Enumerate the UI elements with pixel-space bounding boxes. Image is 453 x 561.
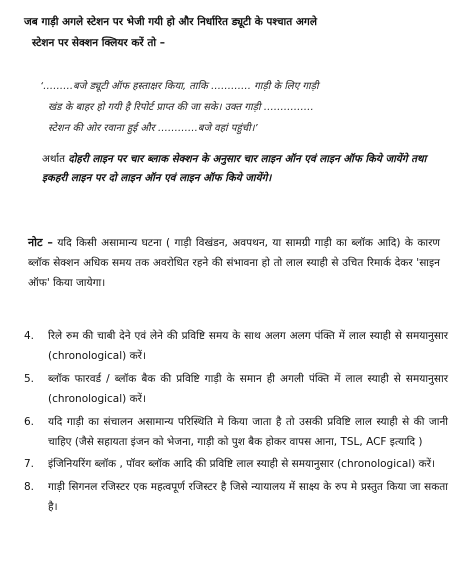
list-item-text: ब्लॉक फारवर्ड / ब्लॉक बैक की प्रविष्टि गाड़ी के समान ही अगली पंक्ति में लाल स्याही से समयानुसार (chronological) करें। (48, 372, 448, 406)
arth-prefix: अर्थात (42, 153, 65, 165)
list-item-text: यदि गाड़ी का संचालन असामान्य परिस्थिति मे किया जाता है तो उसकी प्रविष्टि लाल स्याही से की जानी चाहिए (जैसे सहायता इंजन को भेजना, गाड़ी को पुश बैक होकर वापस आना, TSL, ACF इत्यादि ) (48, 415, 448, 449)
list-item (24, 454, 448, 474)
list-item-number: 5. (24, 372, 35, 385)
numbered-list (24, 326, 448, 520)
list-item (24, 326, 448, 367)
list-item-text: गाड़ी सिगनल रजिस्टर एक महत्वपूर्ण रजिस्टर है जिसे न्यायालय में साक्ष्य के रुप मे प्रस्तुत किया जा सकता है। (48, 480, 448, 514)
intro-heading (24, 12, 444, 54)
list-item-number: 8. (24, 480, 35, 493)
note-text: यदि किसी असामान्य घटना ( गाड़ी विखंडन, अवपथन, या सामग्री गाड़ी का ब्लॉक आदि) के कारण ब्लॉक सेक्शन अधिक समय तक अवरोधित रहने की संभावना हो तो लाल स्याही से उचित रिमार्क देकर 'साइन ऑफ' किया जायेगा। (28, 237, 440, 289)
intro-line-2: स्टेशन पर सेक्शन क्लियर करें तो – (32, 37, 165, 49)
list-item-number: 7. (24, 458, 35, 471)
list-item (24, 412, 448, 453)
note-paragraph (28, 233, 440, 293)
list-item-number: 4. (24, 330, 35, 342)
quote-line-2: खंड के बाहर हो गयी है रिपोर्ट प्राप्त की जा सके। उक्त गाड़ी …………… (48, 102, 314, 113)
list-item-text: रिले रुम की चाबी देने एवं लेने की प्रविष्टि समय के साथ अलग अलग पंक्ति में लाल स्याही से समयानुसार (chronological) करें। (48, 330, 448, 363)
note-label: नोट – (28, 236, 53, 249)
list-item (24, 369, 448, 410)
list-item-number: 6. (24, 415, 35, 428)
list-item-text: इंजिनियरिंग ब्लॉक , पॉवर ब्लॉक आदि की प्रविष्टि लाल स्याही से समयानुसार (chronological) करें। (48, 458, 436, 471)
arth-text: दोहरी लाइन पर चार ब्लाक सेक्शन के अनुसार चार लाइन ऑन एवं लाइन ऑफ किये जायेंगे तथा इकहरी लाइन पर दो लाइन ऑन एवं लाइन ऑफ किये जायेंगे। (42, 153, 427, 184)
intro-line-1: जब गाड़ी अगले स्टेशन पर भेजी गयी हो और निर्धारित ड्यूटी के पश्चात अगले (24, 16, 317, 28)
arth-paragraph (42, 150, 438, 188)
quoted-entry-format (40, 76, 435, 139)
quote-line-3: स्टेशन की ओर रवाना हुई और …………बजे वहां पहुंची।’ (48, 123, 258, 134)
list-item (24, 477, 448, 518)
quote-line-1: ‘………बजे ड्यूटी ऑफ हस्ताक्षर किया, ताकि ………… गाड़ी के लिए गाड़ी (40, 81, 319, 92)
